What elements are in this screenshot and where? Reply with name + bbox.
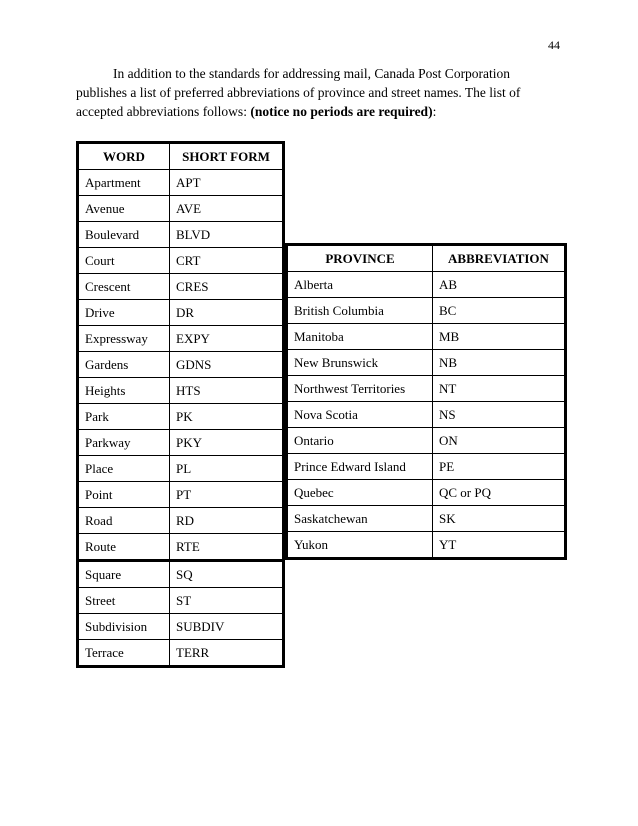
table-row xyxy=(287,532,566,559)
table-cell-abbreviation: SUBDIV xyxy=(170,614,284,640)
header-province: PROVINCE xyxy=(287,245,433,272)
table-cell-abbreviation: PKY xyxy=(170,430,284,456)
table-cell-name: Court xyxy=(78,248,170,274)
table-row xyxy=(287,376,566,402)
table-cell-name: Avenue xyxy=(78,196,170,222)
table-cell-abbreviation: TERR xyxy=(170,640,284,667)
table-row xyxy=(287,324,566,350)
table-cell-abbreviation: GDNS xyxy=(170,352,284,378)
table-row xyxy=(78,534,284,561)
table-cell-abbreviation: AB xyxy=(433,272,566,298)
table-cell-name: Boulevard xyxy=(78,222,170,248)
table-cell-name: Terrace xyxy=(78,640,170,667)
table-cell-name: Place xyxy=(78,456,170,482)
table-cell-abbreviation: RD xyxy=(170,508,284,534)
table-cell-name: Ontario xyxy=(287,428,433,454)
street-abbreviation-table xyxy=(76,141,285,668)
table-row xyxy=(78,352,284,378)
table-row xyxy=(78,378,284,404)
table-cell-name: Drive xyxy=(78,300,170,326)
table-cell-name: Saskatchewan xyxy=(287,506,433,532)
table-cell-abbreviation: CRES xyxy=(170,274,284,300)
table-cell-abbreviation: NB xyxy=(433,350,566,376)
table-cell-name: Point xyxy=(78,482,170,508)
table-row xyxy=(78,274,284,300)
intro-bold-note: (notice no periods are required) xyxy=(250,104,433,119)
table-cell-abbreviation: YT xyxy=(433,532,566,559)
table-cell-name: Heights xyxy=(78,378,170,404)
table-cell-name: Nova Scotia xyxy=(287,402,433,428)
table-row xyxy=(287,298,566,324)
table-cell-abbreviation: RTE xyxy=(170,534,284,561)
province-table-header-row xyxy=(287,245,566,272)
table-cell-abbreviation: CRT xyxy=(170,248,284,274)
table-row xyxy=(78,222,284,248)
table-cell-name: British Columbia xyxy=(287,298,433,324)
table-row xyxy=(78,640,284,667)
table-cell-name: Prince Edward Island xyxy=(287,454,433,480)
table-cell-name: Park xyxy=(78,404,170,430)
table-cell-abbreviation: DR xyxy=(170,300,284,326)
table-row xyxy=(78,170,284,196)
table-cell-abbreviation: BC xyxy=(433,298,566,324)
table-row xyxy=(78,588,284,614)
table-cell-abbreviation: MB xyxy=(433,324,566,350)
table-cell-abbreviation: ST xyxy=(170,588,284,614)
table-row xyxy=(287,480,566,506)
table-row xyxy=(287,428,566,454)
table-cell-abbreviation: PT xyxy=(170,482,284,508)
table-cell-name: Quebec xyxy=(287,480,433,506)
table-row xyxy=(78,300,284,326)
table-cell-name: Road xyxy=(78,508,170,534)
table-cell-abbreviation: NS xyxy=(433,402,566,428)
table-cell-abbreviation: APT xyxy=(170,170,284,196)
intro-line-2: publishes a list of preferred abbreviations of province and street names. The list of xyxy=(76,85,521,100)
table-cell-name: Alberta xyxy=(287,272,433,298)
table-row xyxy=(78,430,284,456)
table-row xyxy=(287,506,566,532)
table-row xyxy=(78,508,284,534)
table-cell-abbreviation: AVE xyxy=(170,196,284,222)
table-cell-abbreviation: EXPY xyxy=(170,326,284,352)
table-cell-name: Gardens xyxy=(78,352,170,378)
table-row xyxy=(78,248,284,274)
table-cell-name: Route xyxy=(78,534,170,561)
table-row xyxy=(287,272,566,298)
header-abbreviation: ABBREVIATION xyxy=(433,245,566,272)
table-cell-name: Northwest Territories xyxy=(287,376,433,402)
table-cell-name: Parkway xyxy=(78,430,170,456)
table-cell-abbreviation: ON xyxy=(433,428,566,454)
table-cell-abbreviation: QC or PQ xyxy=(433,480,566,506)
table-cell-abbreviation: PE xyxy=(433,454,566,480)
table-cell-name: Square xyxy=(78,561,170,588)
table-cell-abbreviation: PK xyxy=(170,404,284,430)
table-cell-abbreviation: SK xyxy=(433,506,566,532)
header-short-form: SHORT FORM xyxy=(170,143,284,170)
header-word: WORD xyxy=(78,143,170,170)
table-cell-name: Street xyxy=(78,588,170,614)
table-row xyxy=(78,196,284,222)
table-row xyxy=(287,350,566,376)
table-cell-name: Yukon xyxy=(287,532,433,559)
intro-line-3-end: : xyxy=(432,104,437,119)
table-cell-abbreviation: PL xyxy=(170,456,284,482)
table-cell-name: Expressway xyxy=(78,326,170,352)
table-row xyxy=(78,561,284,588)
table-row xyxy=(78,614,284,640)
table-cell-abbreviation: SQ xyxy=(170,561,284,588)
page-number: 44 xyxy=(548,38,560,52)
table-cell-name: Crescent xyxy=(78,274,170,300)
table-row xyxy=(78,482,284,508)
table-row xyxy=(287,402,566,428)
table-row xyxy=(287,454,566,480)
province-abbreviation-table xyxy=(285,243,567,560)
table-cell-abbreviation: HTS xyxy=(170,378,284,404)
table-row xyxy=(78,326,284,352)
intro-line-3 xyxy=(76,102,568,121)
table-cell-name: New Brunswick xyxy=(287,350,433,376)
intro-line-1: In addition to the standards for addressing mail, Canada Post Corporation xyxy=(113,66,511,81)
table-cell-name: Manitoba xyxy=(287,324,433,350)
street-table-header-row xyxy=(78,143,284,170)
table-cell-name: Apartment xyxy=(78,170,170,196)
table-row xyxy=(78,404,284,430)
intro-paragraph xyxy=(76,64,568,121)
table-cell-abbreviation: NT xyxy=(433,376,566,402)
intro-line-3-start: accepted abbreviations follows: xyxy=(76,104,251,119)
table-row xyxy=(78,456,284,482)
table-cell-abbreviation: BLVD xyxy=(170,222,284,248)
table-cell-name: Subdivision xyxy=(78,614,170,640)
